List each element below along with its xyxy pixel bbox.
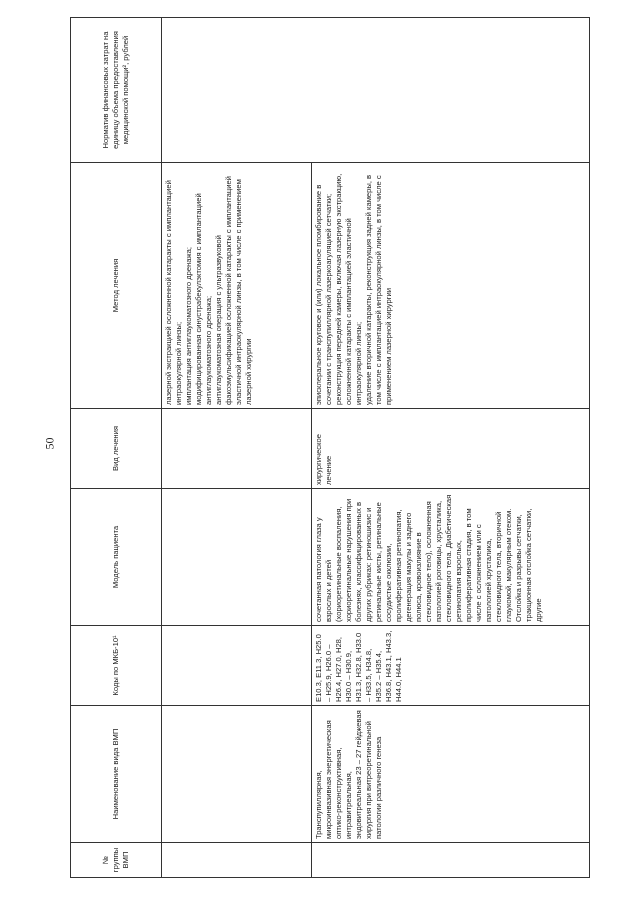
cell-treatment-type <box>162 409 312 489</box>
cell-treatment-method: лазерной экстракцией осложненной катаракты с имплантацией интраокулярной линзы; имплантация антиглаукоматозного дренажа; модифицированная синустрабекулэктомия с имплантацией антиглаукоматозного дренажа; антиглаукоматозная операция с ультразвуковой факоэмульсификацией осложненной катаракты с имплантацией эластичной интраокулярной линзы, в том числе с применением лазерной хирургии <box>162 163 312 409</box>
vmp-table-container <box>70 18 590 878</box>
header-treatment-method: Метод лечения <box>71 163 162 409</box>
header-treatment-type: Вид лечения <box>71 409 162 489</box>
cell-patient-model <box>162 489 312 626</box>
cell-treatment-type: хирургическое лечение <box>312 409 590 489</box>
table-header-row <box>71 18 162 878</box>
cell-icd-codes <box>162 626 312 706</box>
cell-group-no <box>312 843 590 878</box>
header-patient-model: Модель пациента <box>71 489 162 626</box>
table-row <box>162 18 312 878</box>
page-number: 50 <box>42 437 57 450</box>
cell-vmp-name <box>162 706 312 843</box>
cell-treatment-method: эписклеральное круговое и (или) локальное пломбирование в сочетании с транспупиллярной лазеркоагуляцией сетчатки; реконструкция передней камеры, включая лазерную экстракцию, осложненной катаракты с имплантацией эластичной интраокулярной линзы; удаление вторичной катаракты, реконструкция задней камеры, в том числе с имплантацией интраокулярной линзы, в том числе с применением лазерной хирургии <box>312 163 590 409</box>
header-vmp-name: Наименование вида ВМП <box>71 706 162 843</box>
header-icd-codes: Коды по МКБ-10¹ <box>71 626 162 706</box>
header-group-no: № группы ВМП <box>71 843 162 878</box>
cell-group-no <box>162 843 312 878</box>
cell-vmp-name: Транспупиллярная, микроинвазивная энергетическая оптико-реконструктивная, интравитреальная, эндовитреальная 23 – 27 гейджевая хирургия при витреоретинальной патологии различного генеза <box>312 706 590 843</box>
cell-icd-codes: E10.3, E11.3, H25.0 – H25.9, H26.0 – H26.4, H27.0, H28, H30.0 – H30.9, H31.3, H32.8, H33.0 – H33.5, H34.8, H35.2 – H35.4, H36.8, H43.1, H43.3, H44.0, H44.1 <box>312 626 590 706</box>
cell-norm <box>162 18 590 163</box>
cell-patient-model: сочетанная патология глаза у взрослых и детей (хориоретинальные воспаления, хориоретинальные нарушения при болезнях, классифицированных в других рубриках: ретиношизис и ретинальные кисты, ретинальные сосудистые окклюзии, пролиферативная ретинопатия, дегенерация макулы и заднего полюса, кровоизлияние в стекловидное тело), осложненная патологией роговицы, хрусталика, стекловидного тела. Диабетическая ретинопатия взрослых, пролиферативная стадия, в том числе с осложнением или с патологией хрусталика, стекловидного тела, вторичной глаукомой, макулярным отеком. Отслойка и разрывы сетчатки, тракционная отслойка сетчатки, другие <box>312 489 590 626</box>
vmp-table <box>70 17 590 878</box>
header-norm: Норматив финансовых затрат на единицу объема предоставления медицинской помощи², рублей <box>71 18 162 163</box>
